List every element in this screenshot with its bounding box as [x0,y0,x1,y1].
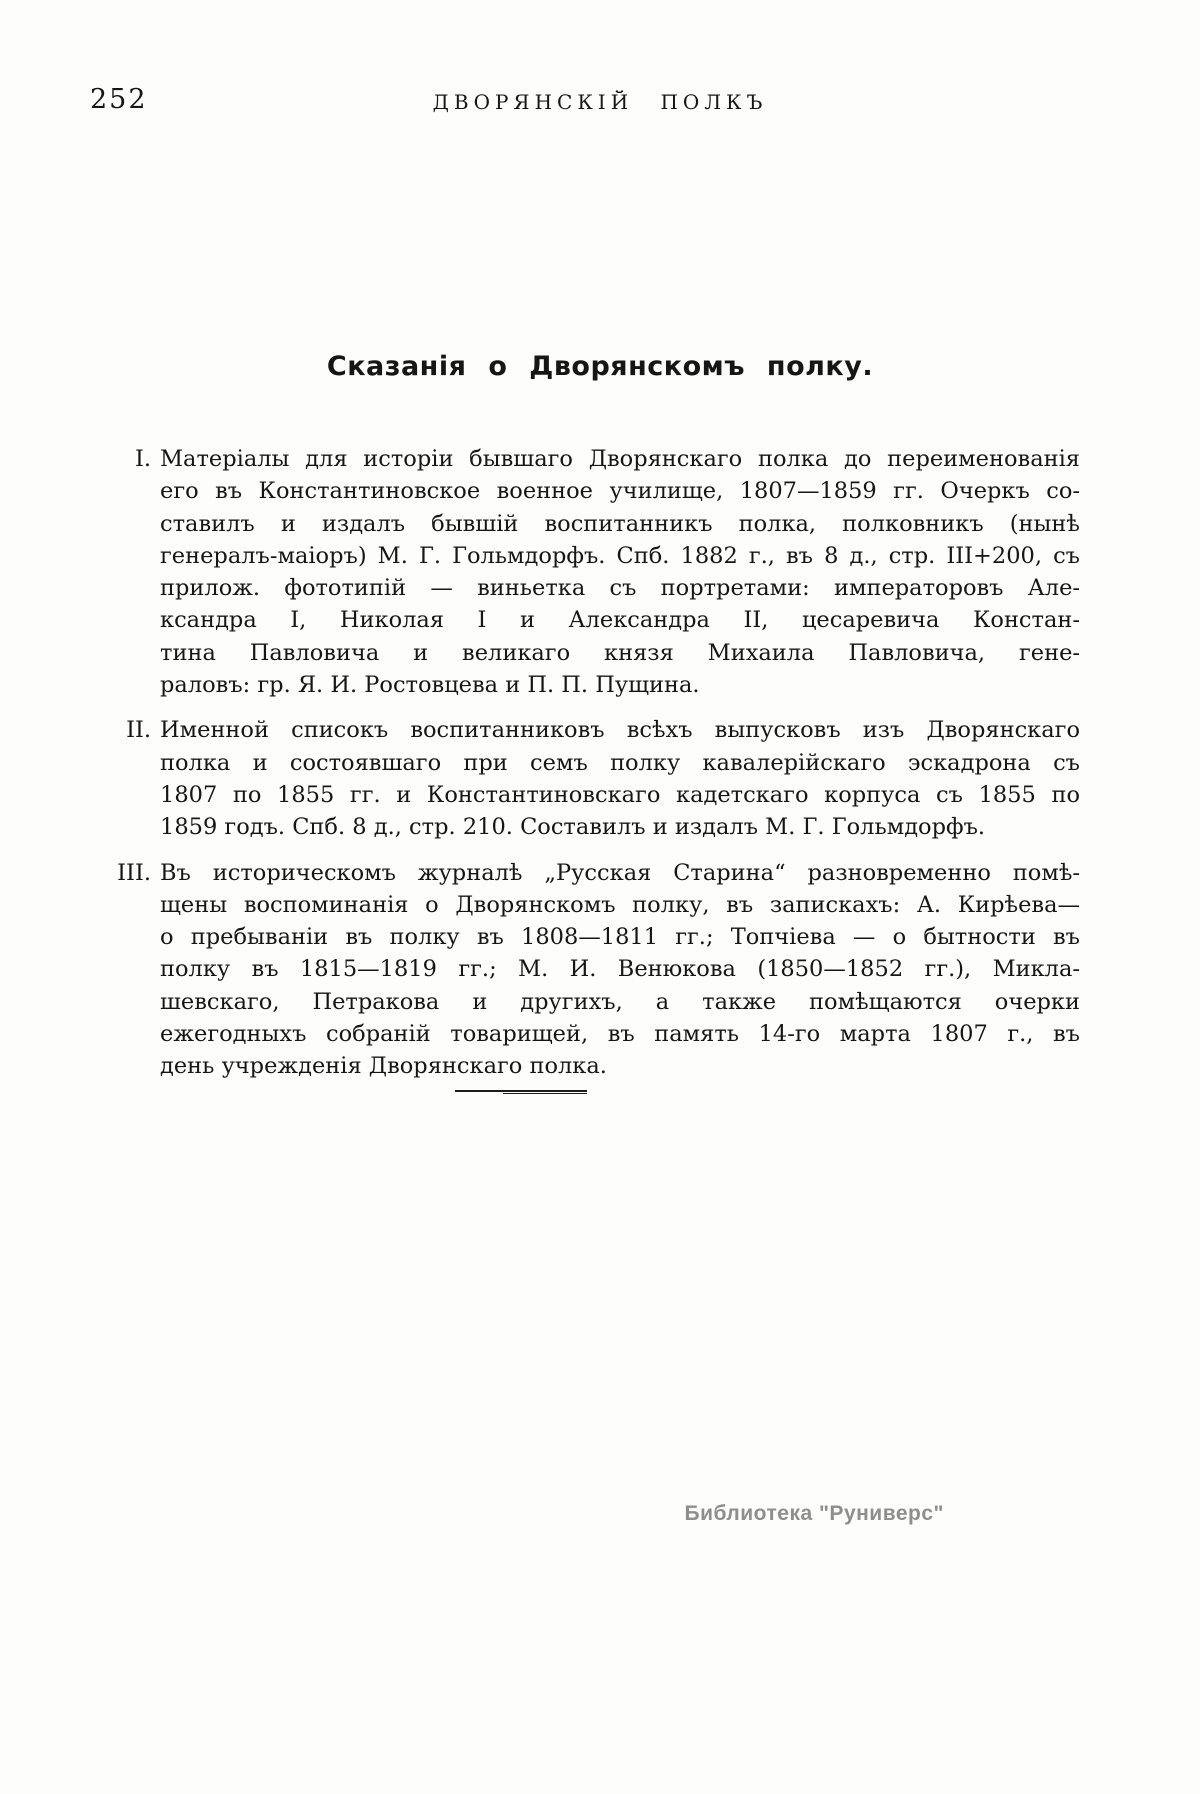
text-line: генералъ-маіоръ) М. Г. Гольмдорфъ. Спб. 1882 г., въ 8 д., стр. III+200, съ [160,542,1080,569]
item-numeral: III. [117,859,151,886]
text-line: полку въ 1815—1819 гг.; М. И. Венюкова (1850—1852 гг.), Микла- [160,956,1080,983]
text-line: раловъ: гр. Я. И. Ростовцева и П. П. Пущина. [160,672,700,699]
section-divider-rule [455,1090,587,1092]
list-item [126,714,1080,843]
running-header: ДВОРЯНСКІЙ ПОЛКЪ [432,90,768,114]
text-line: Матеріалы для исторіи бывшаго Дворянскаго полка до переименованія [160,446,1080,472]
section-title: Сказанія о Дворянскомъ полку. [326,351,874,382]
text-line: день учрежденія Дворянскаго полка. [160,1053,607,1080]
text-line: 1807 по 1855 гг. и Константиновскаго кадетскаго корпуса съ 1855 по [160,781,1080,808]
text-line: полка и состоявшаго при семъ полку кавалерійскаго эскадрона съ [160,749,1080,776]
text-line: 1859 годъ. Спб. 8 д., стр. 210. Составилъ и издалъ М. Г. Гольмдорфъ. [160,814,986,841]
list-item [117,857,1080,1083]
text-line: ежегодныхъ собраній товарищей, въ память 14-го марта 1807 г., въ [160,1021,1080,1048]
text-line: ставилъ и издалъ бывшій воспитанникъ полка, полковникъ (нынѣ [160,510,1080,537]
text-line: щены воспоминанія о Дворянскомъ полку, въ запискахъ: А. Кирѣева— [160,891,1080,918]
list-item [134,443,1080,701]
text-line: тина Павловича и великаго князя Михаила Павловича, гене- [160,639,1080,666]
bibliography-list [117,443,1080,1083]
text-line: Въ историческомъ журналѣ „Русская Старина“ разновременно помѣ- [160,859,1080,886]
text-line: шевскаго, Петракова и другихъ, а также помѣщаются очерки [160,988,1080,1015]
page-number: 252 [90,84,148,115]
item-numeral: II. [126,717,151,744]
text-line: ксандра I, Николая I и Александра II, цесаревича Констан- [160,607,1080,634]
text-line: прилож. фототипій — виньетка съ портретами: императоровъ Але- [160,575,1080,602]
library-watermark: Библиотека "Руниверс" [684,1502,944,1525]
text-line: его въ Константиновское военное училище, 1807—1859 гг. Очеркъ со- [160,478,1080,505]
item-numeral: I. [134,446,151,472]
text-line: о пребываніи въ полку въ 1808—1811 гг.; Топчіева — о бытности въ [160,924,1080,951]
text-line: Именной списокъ воспитанниковъ всѣхъ выпусковъ изъ Дворянскаго [160,717,1080,744]
